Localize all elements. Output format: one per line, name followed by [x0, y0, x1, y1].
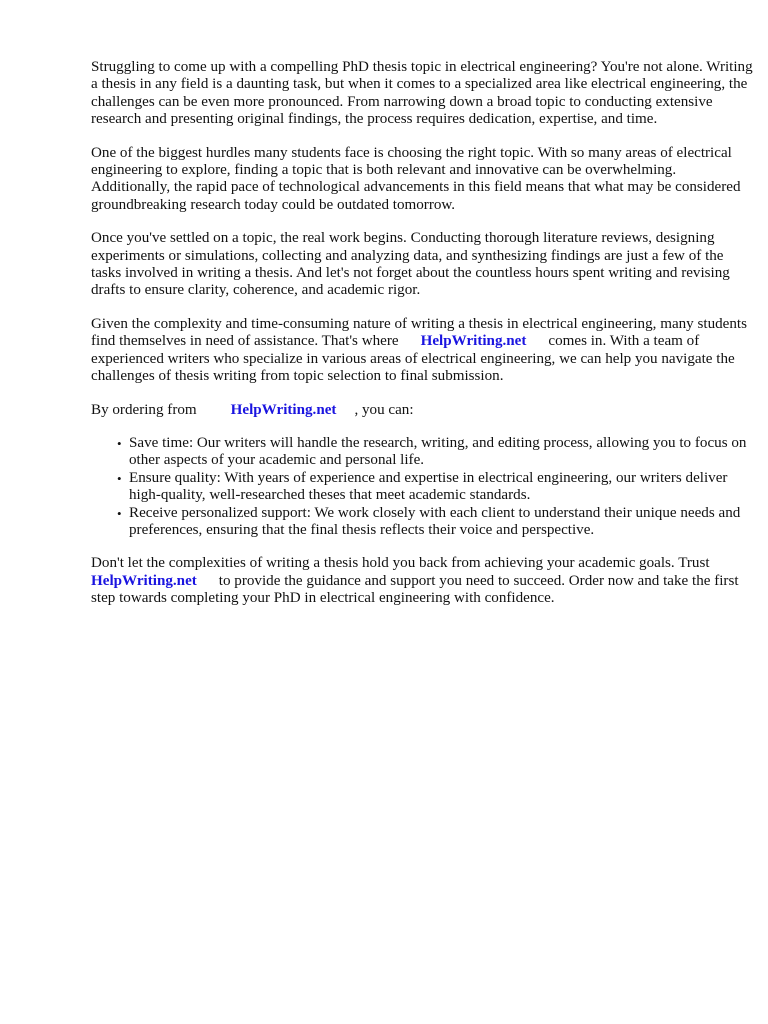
list-item	[117, 434, 756, 470]
bullet-icon: •	[117, 435, 122, 451]
document-body	[91, 59, 756, 624]
list-item	[117, 504, 756, 540]
assistance-text-before: Given the complexity and time-consuming nature of writing a thesis in electrical engineering, many students find themselves in need of assistance. That's where	[91, 315, 747, 350]
topic-hurdles-paragraph: One of the biggest hurdles many students face is choosing the right topic. With so many areas of electrical engineering to explore, finding a topic that is both relevant and innovative can be overwhelming. Additionally, the rapid pace of technological advancements in this field means that what may be considered groundbreaking research today could be outdated tomorrow.	[91, 144, 741, 213]
list-item	[117, 469, 756, 505]
intro-paragraph: Struggling to come up with a compelling PhD thesis topic in electrical engineering? You're not alone. Writing a thesis in any field is a daunting task, but when it comes to a specialized area like electrical engineering, the challenges can be even more pronounced. From narrowing down a broad topic to conducting extensive research and presenting original findings, the process requires dedication, expertise, and time.	[91, 59, 753, 128]
assistance-text-after: comes in. With a team of experienced writers who specialize in various areas of electrical engineering, we can help you navigate the challenges of thesis writing from topic selection to final submission.	[91, 333, 735, 385]
ordering-text-before: By ordering from	[91, 401, 197, 418]
helpwriting-link-3[interactable]: HelpWriting.net	[91, 572, 197, 589]
assistance-paragraph	[91, 316, 756, 386]
list-item-text: Receive personalized support: We work closely with each client to understand their unique needs and preferences, ensuring that the final thesis reflects their voice and perspective.	[129, 504, 741, 538]
helpwriting-link-1[interactable]: HelpWriting.net	[420, 333, 527, 350]
benefits-list	[91, 435, 756, 539]
closing-text-after: to provide the guidance and support you need to succeed. Order now and take the first step towards completing your PhD in electrical engineering with confidence.	[91, 572, 739, 607]
ordering-paragraph	[91, 402, 756, 419]
ordering-text-after: , you can:	[354, 401, 414, 418]
bullet-icon: •	[117, 505, 122, 521]
closing-text-before: Trust	[678, 555, 710, 572]
list-item-text: Ensure quality: With years of experience and expertise in electrical engineering, our writers deliver high-quality, well-researched theses that meet academic standards.	[129, 469, 728, 504]
closing-paragraph	[91, 555, 756, 607]
list-item-text: Save time: Our writers will handle the research, writing, and editing process, allowing you to focus on other aspects of your academic and personal life.	[129, 434, 747, 469]
bullet-icon: •	[117, 470, 122, 486]
helpwriting-link-2[interactable]: HelpWriting.net	[230, 401, 337, 418]
closing-text-line1: Don't let the complexities of writing a thesis hold you back from achieving your academic goals.	[91, 555, 675, 572]
real-work-paragraph: Once you've settled on a topic, the real work begins. Conducting thorough literature reviews, designing experiments or simulations, collecting and analyzing data, and synthesizing findings are just a few of the tasks involved in writing a thesis. And let's not forget about the countless hours spent writing and revising drafts to ensure clarity, coherence, and academic rigor.	[91, 230, 730, 299]
